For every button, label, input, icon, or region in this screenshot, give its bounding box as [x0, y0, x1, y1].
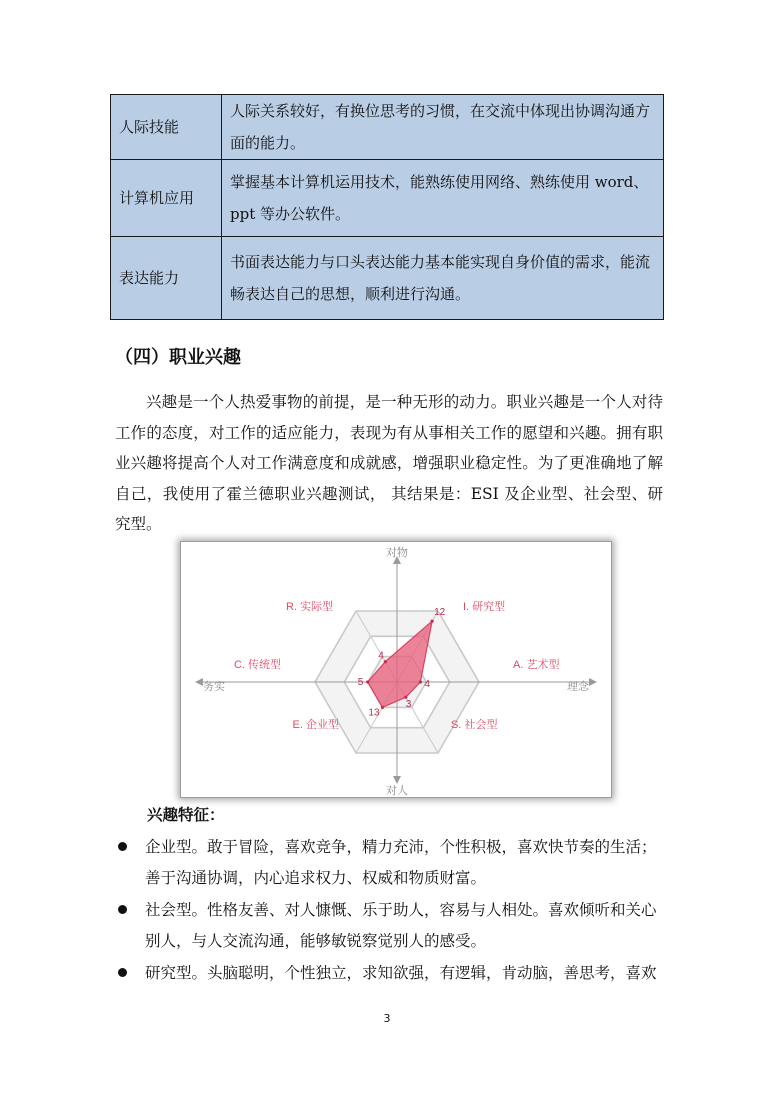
radar-chart-svg — [181, 542, 611, 797]
bullet-icon — [118, 968, 127, 977]
data-label: 5 — [357, 677, 364, 688]
axis-label-left: 务实 — [203, 681, 225, 693]
skill-description: 掌握基本计算机运用技术，能熟练使用网络、熟练使用 word、ppt 等办公软件。 — [222, 160, 664, 237]
category-label: I. 研究型 — [463, 601, 506, 613]
axis-arrow-right-icon — [589, 678, 597, 686]
radar-data-point — [381, 706, 384, 709]
data-label: 4 — [424, 679, 430, 690]
data-label: 4 — [378, 650, 384, 662]
bullet-icon — [118, 842, 127, 851]
radar-data-point — [384, 660, 387, 663]
feature-text: 社会型。性格友善、对人慷慨、乐于助人，容易与人相处。喜欢倾听和关心别人，与人交流沟通，能够敏锐察觉别人的感受。 — [145, 901, 657, 950]
category-label: R. 实际型 — [285, 601, 333, 613]
skill-description: 书面表达能力与口头表达能力基本能实现自身价值的需求，能流畅表达自己的思想，顺利进行沟通。 — [222, 237, 664, 320]
feature-heading: 兴趣特征： — [147, 806, 225, 824]
feature-list — [115, 832, 663, 991]
skill-name: 计算机应用 — [111, 160, 222, 237]
axis-label-right: 理念 — [567, 681, 589, 693]
skill-name: 表达能力 — [111, 237, 222, 320]
list-item — [115, 832, 663, 893]
skills-table — [110, 94, 664, 320]
bullet-icon — [118, 905, 127, 914]
radar-data-point — [431, 620, 434, 623]
category-label: C. 传统型 — [233, 659, 281, 671]
radar-data-point — [419, 680, 422, 683]
data-label: 3 — [405, 699, 412, 711]
skill-name: 人际技能 — [111, 95, 222, 160]
intro-paragraph: 兴趣是一个人热爱事物的前提，是一种无形的动力。职业兴趣是一个人对待工作的态度，对工作的适应能力，表现为有从事相关工作的愿望和兴趣。拥有职业兴趣将提高个人对工作满意度和成就感，增强职业稳定性。为了更准确地了解自己，我使用了霍兰德职业兴趣测试， 其结果是：ESI 及企业型、社会型、研究型。 — [115, 393, 663, 533]
data-label: 12 — [434, 607, 446, 619]
table-row — [111, 95, 664, 160]
category-label: S. 社会型 — [451, 719, 498, 731]
holland-radar-chart — [181, 542, 611, 797]
category-label: A. 艺术型 — [513, 659, 560, 671]
list-item — [115, 958, 663, 989]
skill-description: 人际关系较好，有换位思考的习惯，在交流中体现出协调沟通方面的能力。 — [222, 95, 664, 160]
page-number: 3 — [383, 1012, 391, 1025]
axis-arrow-down-icon — [393, 776, 401, 784]
axis-arrow-left-icon — [195, 678, 203, 686]
radar-data-point — [366, 680, 369, 683]
data-label: 13 — [368, 707, 380, 719]
table-row — [111, 160, 664, 237]
axis-label-top: 对物 — [386, 547, 408, 559]
feature-text: 企业型。敢于冒险，喜欢竞争，精力充沛，个性积极，喜欢快节奏的生活；善于沟通协调，内心追求权力、权威和物质财富。 — [145, 838, 657, 887]
list-item — [115, 895, 663, 956]
axis-label-bottom: 对人 — [386, 785, 408, 797]
feature-text: 研究型。头脑聪明，个性独立，求知欲强，有逻辑，肯动脑，善思考，喜欢 — [145, 964, 657, 982]
category-label: E. 企业型 — [292, 719, 339, 731]
table-row — [111, 237, 664, 320]
section-heading: （四）职业兴趣 — [115, 347, 241, 368]
